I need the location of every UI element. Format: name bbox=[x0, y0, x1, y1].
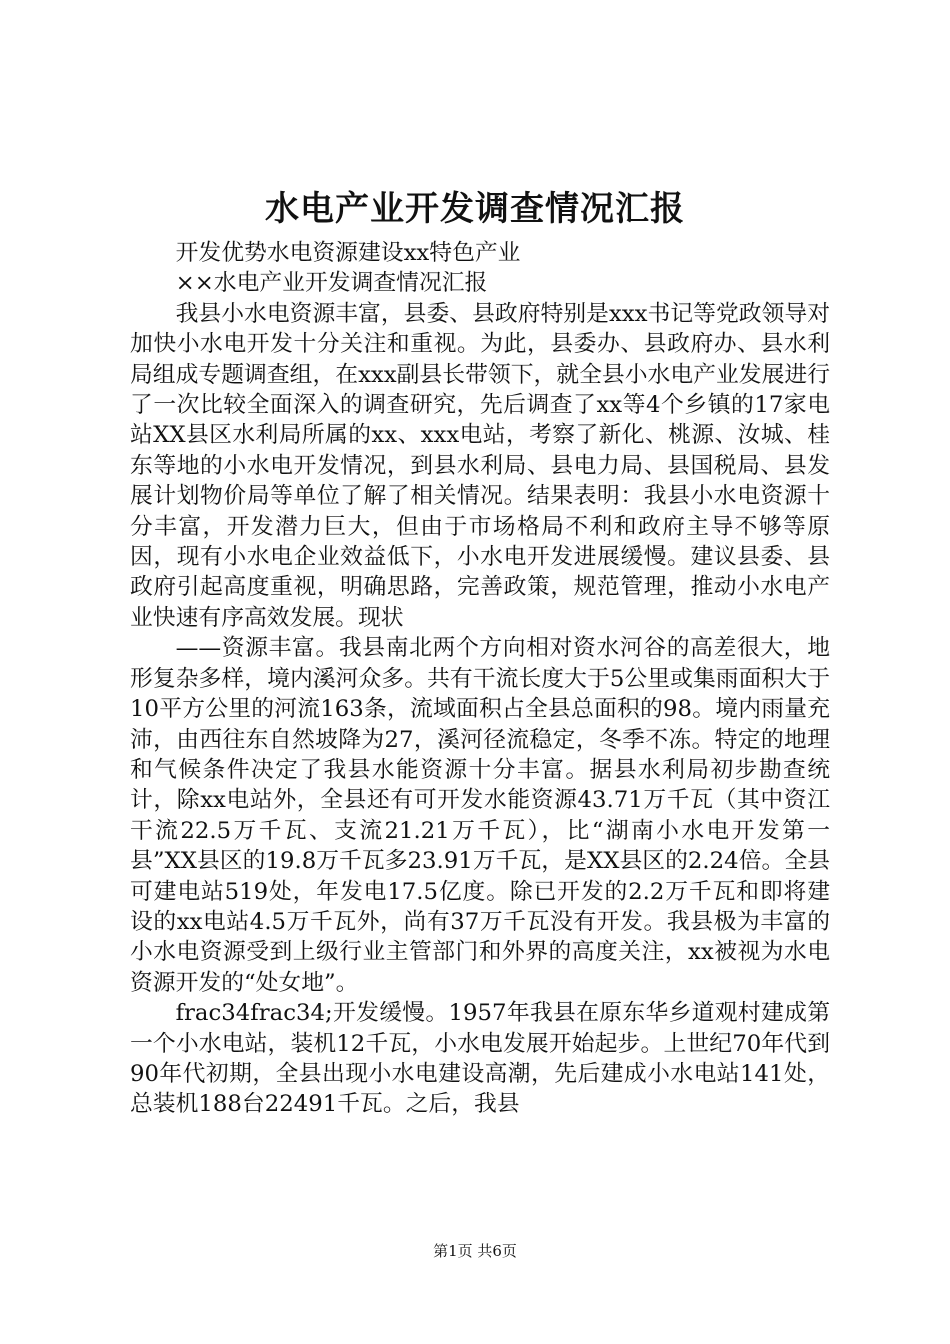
paragraph-intro: 我县小水电资源丰富，县委、县政府特别是xxx书记等党政领导对加快小水电开发十分关注和重视。为此，县委办、县政府办、县水利局组成专题调查组，在xxx副县长带领下，就全县小水电产业发展进行了一次比较全面深入的调查研究，先后调查了xx等4个乡镇的17家电站XX县区水利局所属的xx、xxx电站，考察了新化、桃源、汝城、桂东等地的小水电开发情况，到县水利局、县电力局、县国税局、县发展计划物价局等单位了解了相关情况。结果表明：我县小水电资源十分丰富，开发潜力巨大，但由于市场格局不利和政府主导不够等原因，现有小水电企业效益低下，小水电开发进展缓慢。建议县委、县政府引起高度重视，明确思路，完善政策，规范管理，推动小水电产业快速有序高效发展。现状 bbox=[130, 300, 830, 631]
page-footer: 第1页 共6页 bbox=[433, 1242, 517, 1260]
paragraph-resources: ——资源丰富。我县南北两个方向相对资水河谷的高差很大，地形复杂多样，境内溪河众多。共有干流长度大于5公里或集雨面积大于10平方公里的河流163条，流域面积占全县总面积的98。境内雨量充沛，由西往东自然坡降为27，溪河径流稳定，冬季不冻。特定的地理和气候条件决定了我县水能资源十分丰富。据县水利局初步勘查统计，除xx电站外，全县还有可开发水能资源43.71万千瓦（其中资江干流22.5万千瓦、支流21.21万千瓦），比“湖南小水电开发第一县”XX县区的19.8万千瓦多23.91万千瓦，是XX县区的2.24倍。全县可建电站519处，年发电17.5亿度。除已开发的2.2万千瓦和即将建设的xx电站4.5万千瓦外，尚有37万千瓦没有开发。我县极为丰富的小水电资源受到上级行业主管部门和外界的高度关注，xx被视为水电资源开发的“处女地”。 bbox=[130, 635, 830, 996]
paragraph-development: frac34frac34;开发缓慢。1957年我县在原东华乡道观村建成第一个小水电站，装机12千瓦，小水电发展开始起步。上世纪70年代到90年代初期，全县出现小水电建设高潮，先后建成小水电站141处，总装机188台22491千瓦。之后，我县 bbox=[130, 1000, 830, 1118]
document-body bbox=[130, 238, 830, 1120]
report-heading-line: ××水电产业开发调查情况汇报 bbox=[175, 270, 488, 297]
document-title: 水电产业开发调查情况汇报 bbox=[265, 189, 685, 229]
subtitle-line: 开发优势水电资源建设xx特色产业 bbox=[175, 240, 521, 266]
